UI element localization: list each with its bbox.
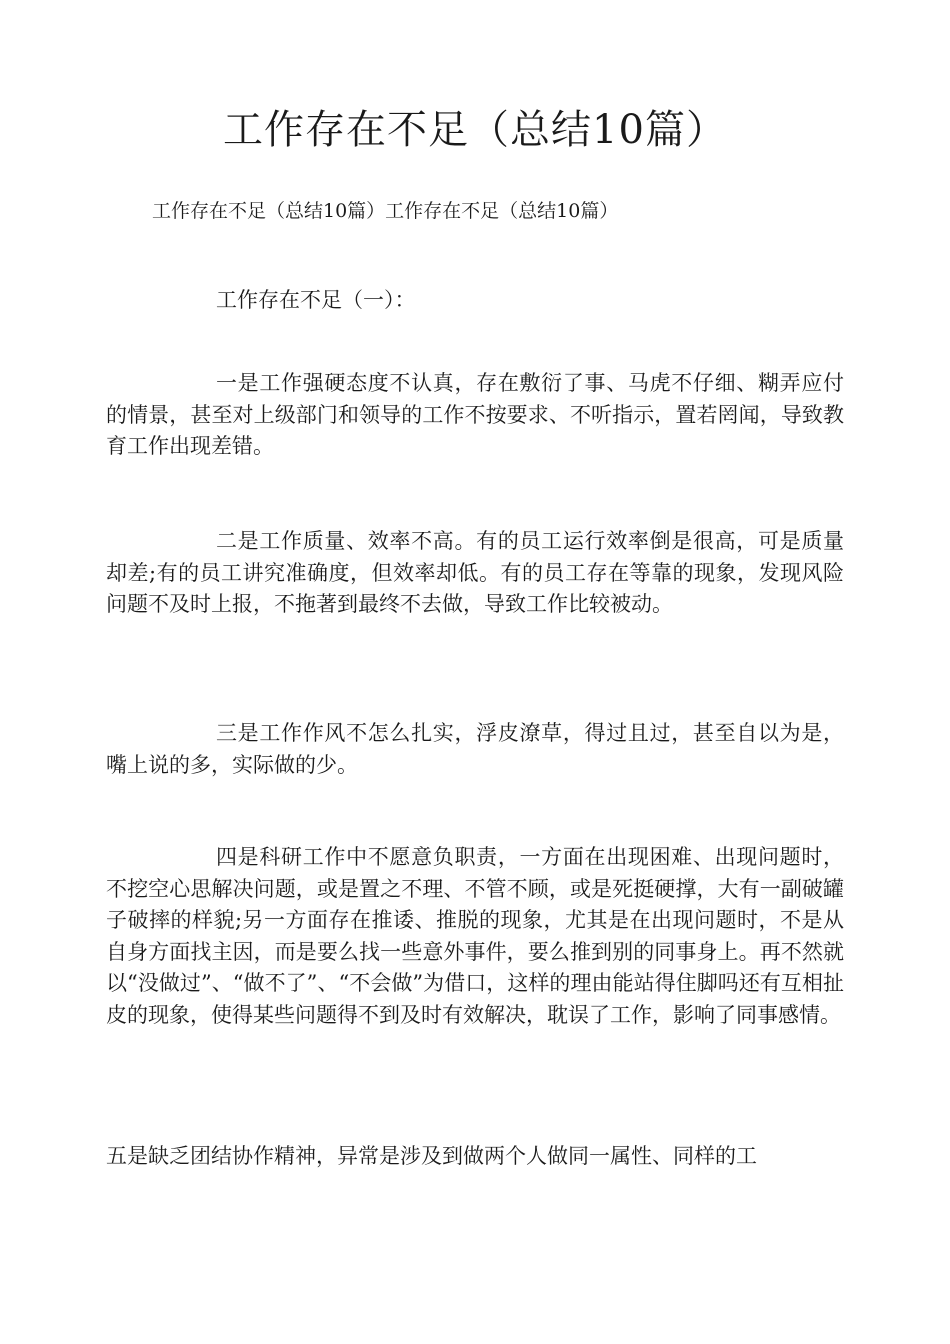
paragraph-3: 三是工作作风不怎么扎实，浮皮潦草，得过且过，甚至自以为是，嘴上说的多，实际做的少。 <box>106 721 844 777</box>
document-subtitle: 工作存在不足（总结10篇）工作存在不足（总结10篇） <box>152 200 619 222</box>
page-title: 工作存在不足（总结10篇） <box>223 107 727 153</box>
paragraph-5: 五是缺乏团结协作精神，异常是涉及到做两个人做同一属性、同样的工 <box>106 1144 757 1168</box>
paragraph-1: 一是工作强硬态度不认真，存在敷衍了事、马虎不仔细、糊弄应付的情景，甚至对上级部门和领导的工作不按要求、不听指示，置若罔闻，导致教育工作出现差错。 <box>106 371 844 458</box>
paragraph-4: 四是科研工作中不愿意负职责，一方面在出现困难、出现问题时，不挖空心思解决问题，或是置之不理、不管不顾，或是死挺硬撑，大有一副破罐子破摔的样貌;另一方面存在推诿、推脱的现象，尤其是在出现问题时，不是从自身方面找主因，而是要么找一些意外事件，要么推到别的同事身上。再不然就以“没做过”、“做不了”、“不会做”为借口，这样的理由能站得住脚吗还有互相扯皮的现象，使得某些问题得不到及时有效解决，耽误了工作，影响了同事感情。 <box>106 845 844 1027</box>
paragraph-2: 二是工作质量、效率不高。有的员工运行效率倒是很高，可是质量却差;有的员工讲究准确度，但效率却低。有的员工存在等靠的现象，发现风险问题不及时上报，不拖著到最终不去做，导致工作比较被动。 <box>106 529 844 616</box>
section-heading: 工作存在不足（一）： <box>216 288 416 312</box>
